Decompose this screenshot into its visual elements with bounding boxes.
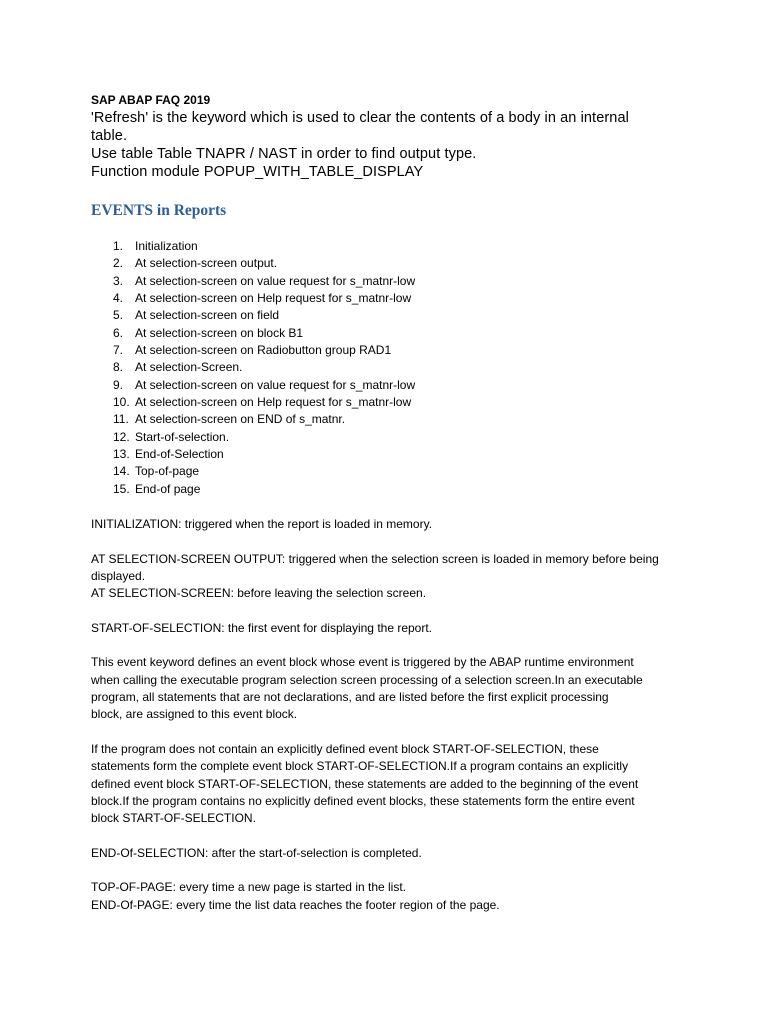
list-text: End-of-Selection [135,447,224,462]
list-number: 5. [113,308,124,323]
events-heading: EVENTS in Reports [91,202,227,219]
paragraph-line: This event keyword defines an event block whose event is triggered by the ABAP runtime environment [91,655,634,670]
list-text: At selection-screen output. [135,256,278,271]
list-item [91,411,691,428]
list-number: 10. [113,395,130,410]
list-text: At selection-screen on Help request for s_matnr-low [135,395,412,410]
paragraph-line: block, are assigned to this event block. [91,707,298,722]
at-selection-output-description: AT SELECTION-SCREEN OUTPUT: triggered when the selection screen is loaded in memory before being [91,551,659,566]
top-of-page-description: TOP-OF-PAGE: every time a new page is started in the list. [91,880,407,895]
list-item [91,342,691,359]
list-item [91,255,691,272]
list-item [91,273,691,290]
list-item [91,359,691,376]
list-number: 13. [113,447,130,462]
faq-line: Use table Table TNAPR / NAST in order to find output type. [91,146,477,162]
list-text: End-of page [135,481,201,496]
list-text: At selection-screen on Radiobutton group RAD1 [135,343,392,358]
list-item [91,429,691,446]
faq-title: SAP ABAP FAQ 2019 [91,93,211,107]
list-text: At selection-screen on value request for s_matnr-low [135,377,416,392]
list-item [91,238,691,255]
list-number: 2. [113,256,124,271]
list-number: 1. [113,239,124,253]
list-text: Top-of-page [135,464,200,479]
events-list [91,238,691,498]
list-item [91,446,691,463]
list-text: Start-of-selection. [135,429,230,444]
paragraph-line: statements form the complete event block START-OF-SELECTION.If a program contains an explicitly [91,759,629,774]
list-item [91,307,691,324]
list-number: 7. [113,343,124,358]
list-text: At selection-Screen. [135,360,243,375]
list-item [91,394,691,411]
end-of-page-description: END-Of-PAGE: every time the list data reaches the footer region of the page. [91,897,500,912]
list-number: 15. [113,481,130,496]
list-item [91,463,691,480]
list-text: At selection-screen on value request for s_matnr-low [135,273,416,288]
start-of-selection-description: START-OF-SELECTION: the first event for displaying the report. [91,620,433,635]
list-text: At selection-screen on Help request for s_matnr-low [135,291,412,306]
list-text: Initialization [135,239,198,253]
paragraph-line: If the program does not contain an explicitly defined event block START-OF-SELECTION, these [91,741,599,756]
list-item [91,325,691,342]
initialization-description: INITIALIZATION: triggered when the report is loaded in memory. [91,517,433,532]
at-selection-description: AT SELECTION-SCREEN: before leaving the selection screen. [91,586,427,601]
faq-line: 'Refresh' is the keyword which is used to clear the contents of a body in an internal [91,110,629,126]
paragraph-line: block.If the program contains no explicitly defined event blocks, these statements form the entire event [91,794,635,809]
paragraph-line: when calling the executable program selection screen processing of a selection screen.In an executable [91,672,643,687]
end-of-selection-description: END-Of-SELECTION: after the start-of-selection is completed. [91,845,422,860]
list-number: 9. [113,377,124,392]
faq-line: Function module POPUP_WITH_TABLE_DISPLAY [91,164,424,180]
list-item [91,481,691,498]
document-content [91,92,691,914]
faq-line: table. [91,128,128,144]
list-number: 14. [113,464,130,479]
paragraph-line: program, all statements that are not declarations, and are listed before the first explicit processing [91,690,609,704]
list-item [91,377,691,394]
list-number: 12. [113,429,130,444]
list-item [91,290,691,307]
paragraph-line: defined event block START-OF-SELECTION, these statements are added to the beginning of the event [91,776,639,791]
list-number: 11. [113,412,129,427]
list-number: 8. [113,360,124,375]
list-text: At selection-screen on END of s_matnr. [135,412,346,427]
paragraph-line: block START-OF-SELECTION. [91,811,256,826]
list-number: 4. [113,291,124,306]
list-number: 6. [113,325,124,340]
list-number: 3. [113,273,124,288]
list-text: At selection-screen on field [135,308,280,323]
at-selection-output-description-cont: displayed. [91,568,146,583]
list-text: At selection-screen on block B1 [135,325,304,340]
